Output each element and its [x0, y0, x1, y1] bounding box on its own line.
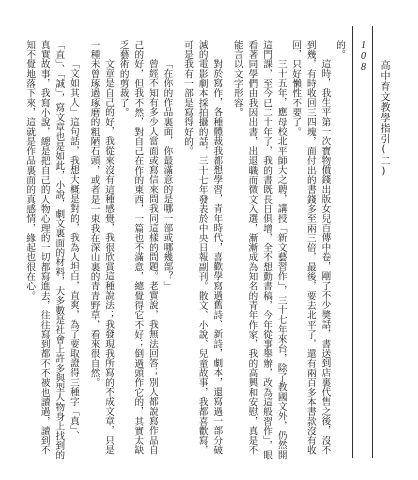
paragraph-continued: 的。	[334, 40, 345, 60]
paragraph: 文章是自己的好，我從來沒有這種感覺，我很欣賞這種說法；我發現我所寫的不成文章，只是一種未曾琢過琢磨的粗陋石頭，或者是一束我在深山裏的青青野草，看來很自然。	[88, 40, 115, 455]
body-text-column-block	[24, 40, 346, 460]
quoted-question: 「在你的作品裏面，你最滿意的是哪一部或哪幾部？」	[161, 59, 173, 291]
header-rule-right	[372, 26, 373, 458]
header-rule-left	[352, 26, 353, 458]
running-header-title: 高中育文教學指引(二)	[378, 60, 389, 178]
paragraph: 對於寫作，各種體裁我都想學習，青年時代，喜歡學寫過舊詩、新詩，劇本，還寫過一部分破滅的電影劇本採拍攝的話，三十七年發表於中央日報副刊。散文、小說、兒童故事，我都喜歡寫，可是我有一部是寫得好的。	[182, 40, 223, 455]
page-number: 108	[358, 40, 369, 73]
paragraph: 曾經不知有多少人當面或寫信來問我同這樣的問題。老實說，我無法回答；別人都說寫作品自己的好，但我不然，對自己在作的東西，一篇也不滿意，總覺得它不好；倒過頭作它的，其實太缺乏藝術的剪裁了。	[117, 40, 158, 455]
paragraph: 三十五年，應母校北平師大之聘，講授「新文藝習作」，三十七年來台，除了教國文外，仍然開這門課，至今已二十年了，我的書既長日俱增，全不想動書稿，今年從事舉辦，改為這般習作」，眼看著同學們由我因出書，出退職而微文入選，漸漸成為知名的青年作家，我的高興和安慰，真是不能言以文字形容。	[231, 40, 287, 460]
paragraph: 「文如其人」這句話，我想大概是對的，我為人坦白，直爽，為了要取證得三種字「真」、「直」、「誠」，寫文章也是如此，小說，劇文裏面的材料，大多數是社會上許多與型人物身上找到的真實故事，我寫小說，總是把自己的人物心理的一切都寫進去，往往寫到都不不被也讀過，讀到不知不覺地落下來，這就是作品裏面的真感情，緣起也很在心。	[24, 40, 79, 460]
paragraph: 這時，我生平第一次寶物價錢出版女兒百傳中卷，剛了不少奬話，書送到店裏代售之後，沒不到幾，有時收回三四塊，面付出的書錢多至兩三倍，最後，要去北平了，還有兩百多本書款沒有收回，只好懶性不要了。	[290, 40, 331, 455]
